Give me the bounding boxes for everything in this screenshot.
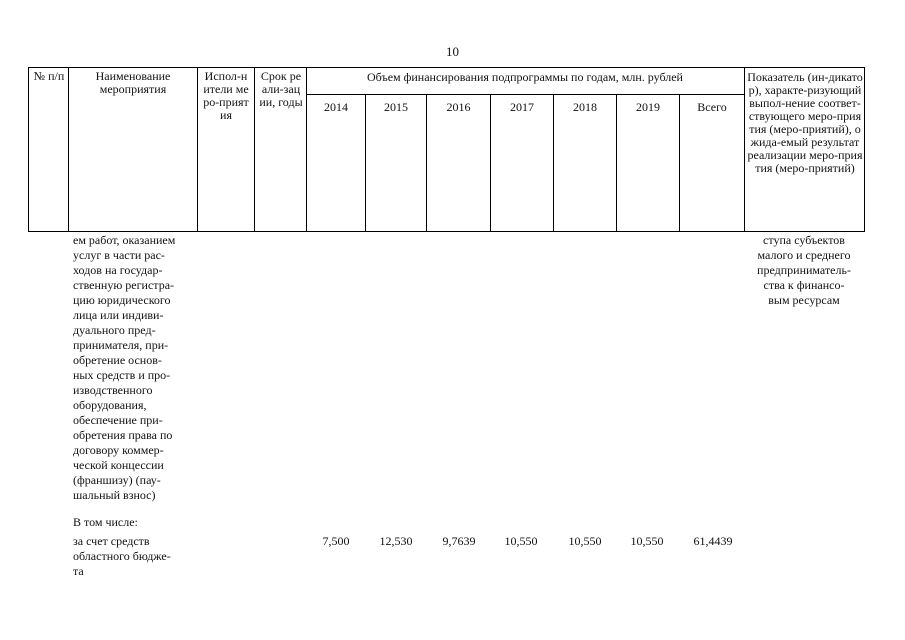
text-line: обретения права по (73, 428, 173, 442)
header-year: 2016 (446, 100, 471, 114)
text-line: договору коммер- (73, 443, 164, 457)
value-total: 61,4439 (693, 534, 733, 548)
header-indicator: Показатель (ин-дикатор), характе-ризующий выпол-нение соответ-ствующего меро-приятия (меро-приятий), ожида-емый результат реализации меро-приятия (меро-приятий) (747, 70, 863, 175)
text-line: изводственного (73, 383, 153, 397)
text-line: обеспечение при- (73, 413, 163, 427)
page-number: 10 (446, 44, 459, 59)
header-year: 2014 (324, 100, 348, 114)
activity-name (73, 233, 194, 503)
header-year: 2017 (510, 100, 534, 114)
column-divider (306, 68, 307, 231)
text-line: та (73, 564, 84, 578)
value-2018: 10,550 (568, 534, 602, 548)
header-term: Срок реали-зации, годы (259, 69, 303, 109)
year-divider (365, 94, 366, 231)
text-line: цию юридического (73, 293, 171, 307)
text-line: ступа субъектов (763, 233, 845, 247)
text-line: ческой концессии (73, 458, 164, 472)
text-line: обретение основ- (73, 353, 162, 367)
table-header (28, 67, 865, 232)
text-line: ства к финансо- (763, 278, 845, 292)
text-line: предприниматель- (757, 263, 851, 277)
column-divider (197, 68, 198, 231)
subtotal-label: В том числе: (73, 515, 138, 529)
text-line: ственную регистра- (73, 278, 175, 292)
column-divider (744, 68, 745, 231)
value-2019: 10,550 (630, 534, 664, 548)
text-line: принимателя, при- (73, 338, 169, 352)
text-line: малого и среднего (757, 248, 851, 262)
text-line: оборудования, (73, 398, 147, 412)
year-divider (616, 94, 617, 231)
text-line: областного бюдже- (73, 549, 171, 563)
text-line: дуального пред- (73, 323, 156, 337)
header-number: № п/п (33, 69, 65, 83)
text-line: ходов на государ- (73, 263, 163, 277)
header-year: 2018 (573, 100, 597, 114)
value-2015: 12,530 (379, 534, 413, 548)
text-line: лица или индиви- (73, 308, 164, 322)
value-2014: 7,500 (322, 534, 350, 548)
text-line: за счет средств (73, 534, 150, 548)
value-2016: 9,7639 (442, 534, 476, 548)
year-divider (553, 94, 554, 231)
header-executor: Испол-нители меро-приятия (203, 69, 249, 122)
funding-source (73, 534, 194, 579)
header-funding: Объем финансирования подпрограммы по годам, млн. рублей (367, 70, 683, 84)
text-line: вым ресурсам (768, 293, 840, 307)
indicator-text (745, 233, 863, 308)
text-line: (франшизу) (пау- (73, 473, 161, 487)
text-line: услуг в части рас- (73, 248, 165, 262)
text-line: ных средств и про- (73, 368, 171, 382)
value-2017: 10,550 (504, 534, 538, 548)
year-divider (490, 94, 491, 231)
text-line: шальный взнос) (73, 488, 156, 502)
column-divider (254, 68, 255, 231)
header-total: Всего (697, 100, 727, 114)
header-name: Наименование мероприятия (95, 69, 171, 96)
year-divider (679, 94, 680, 231)
year-divider (426, 94, 427, 231)
text-line: ем работ, оказанием (73, 233, 176, 247)
column-divider (68, 68, 69, 231)
header-year: 2015 (384, 100, 408, 114)
header-year: 2019 (636, 100, 660, 114)
